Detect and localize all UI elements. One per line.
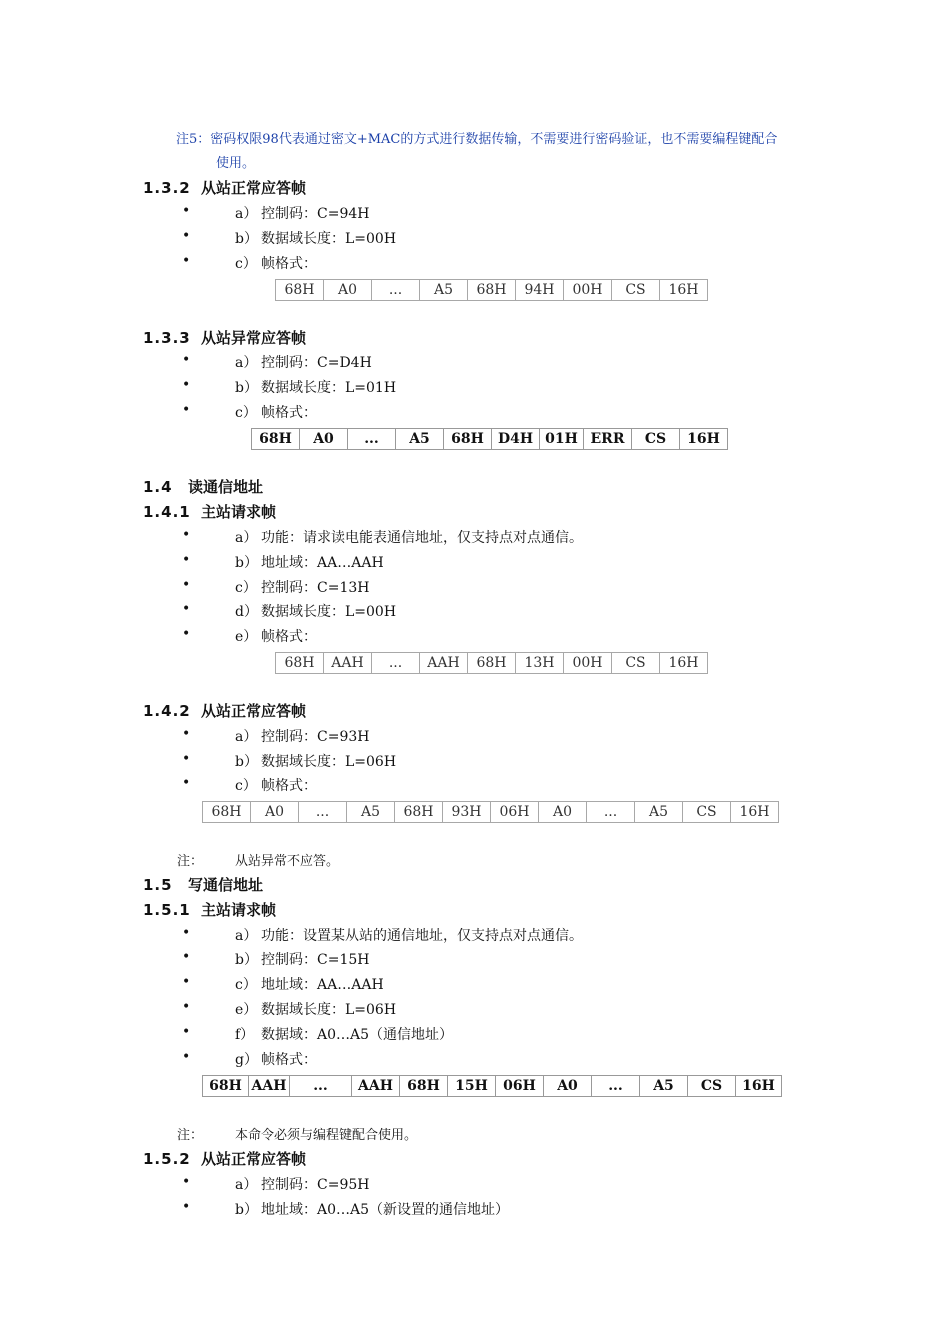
section-title: 主站请求帧 — [201, 901, 277, 919]
item-text: 地址域：A0…A5（新设置的通信地址） — [261, 1202, 510, 1218]
frame-cell: 68H — [276, 653, 324, 674]
bullet-icon: • — [182, 377, 191, 393]
bullet-icon: • — [182, 577, 191, 593]
note-5-line-2: 使用。 — [216, 156, 256, 171]
note — [177, 850, 340, 869]
item-text: 控制码：C=15H — [261, 952, 370, 968]
frame-cell: 93H — [443, 802, 491, 823]
bullet-icon: • — [182, 552, 191, 568]
section-number: 1.5 — [143, 876, 173, 894]
frame-cell: AAH — [352, 1076, 400, 1097]
section-number: 1.4.2 — [143, 702, 191, 720]
item-label: b） — [235, 1202, 258, 1218]
heading-1-3-3 — [143, 327, 306, 348]
frame-cell: A0 — [251, 802, 299, 823]
item-label: d） — [235, 604, 258, 620]
section-title: 从站正常应答帧 — [201, 702, 307, 720]
heading-1-5-1 — [143, 899, 276, 920]
bullet-icon: • — [182, 999, 191, 1015]
bullet-icon: • — [182, 949, 191, 965]
heading-1-3-2 — [143, 177, 306, 198]
frame-cell: 68H — [203, 1076, 249, 1097]
bullet-icon: • — [182, 601, 191, 617]
frame-cell: A5 — [420, 280, 468, 301]
bullet-icon: • — [182, 1049, 191, 1065]
frame-cell: 68H — [203, 802, 251, 823]
section-number: 1.5.2 — [143, 1150, 191, 1168]
item-text: 数据域长度：L=00H — [261, 231, 397, 247]
frame-cell: 00H — [564, 280, 612, 301]
bullet-icon: • — [182, 751, 191, 767]
frame-format-table — [202, 801, 779, 823]
frame-cell: A5 — [635, 802, 683, 823]
frame-format-table — [251, 428, 728, 450]
frame-cell: AAH — [420, 653, 468, 674]
frame-cell: A5 — [347, 802, 395, 823]
frame-cell: 16H — [731, 802, 779, 823]
bullet-icon: • — [182, 352, 191, 368]
frame-cell: 68H — [252, 429, 300, 450]
frame-cell: 16H — [680, 429, 728, 450]
item-label: a） — [235, 206, 258, 222]
item-label: c） — [235, 580, 257, 596]
heading-1-4-2 — [143, 700, 306, 721]
item-label: a） — [235, 928, 258, 944]
item-text: 地址域：AA…AAH — [261, 555, 384, 571]
bullet-icon: • — [182, 527, 191, 543]
frame-cell: 68H — [276, 280, 324, 301]
bullet-icon: • — [182, 775, 191, 791]
item-text: 功能：请求读电能表通信地址，仅支持点对点通信。 — [261, 530, 583, 546]
frame-cell: 16H — [736, 1076, 782, 1097]
heading-1-5 — [143, 874, 263, 895]
section-number: 1.4 — [143, 478, 173, 496]
frame-cell: A0 — [539, 802, 587, 823]
note-text: 本命令必须与编程键配合使用。 — [235, 1128, 418, 1143]
item-text: 控制码：C=D4H — [261, 355, 372, 371]
frame-cell: D4H — [492, 429, 540, 450]
item-label: c） — [235, 778, 257, 794]
frame-cell: ... — [372, 653, 420, 674]
item-text: 帧格式： — [261, 256, 317, 272]
item-text: 数据域长度：L=01H — [261, 380, 397, 396]
frame-cell: ... — [587, 802, 635, 823]
frame-cell: ... — [372, 280, 420, 301]
section-title: 读通信地址 — [188, 478, 264, 496]
section-title: 从站正常应答帧 — [201, 1150, 307, 1168]
item-text: 数据域：A0…A5（通信地址） — [261, 1027, 454, 1043]
frame-cell: A5 — [396, 429, 444, 450]
item-label: a） — [235, 355, 258, 371]
frame-cell: 01H — [540, 429, 584, 450]
heading-1-4 — [143, 476, 263, 497]
section-number: 1.5.1 — [143, 901, 191, 919]
frame-cell: CS — [683, 802, 731, 823]
frame-cell: 68H — [400, 1076, 448, 1097]
frame-cell: 06H — [496, 1076, 544, 1097]
item-label: a） — [235, 530, 258, 546]
frame-cell: 06H — [491, 802, 539, 823]
frame-cell: ERR — [584, 429, 632, 450]
bullet-icon: • — [182, 203, 191, 219]
item-text: 数据域长度：L=00H — [261, 604, 397, 620]
heading-1-4-1 — [143, 501, 276, 522]
item-label: b） — [235, 754, 258, 770]
item-text: 控制码：C=93H — [261, 729, 370, 745]
item-text: 地址域：AA…AAH — [261, 977, 384, 993]
heading-1-5-2 — [143, 1148, 306, 1169]
bullet-icon: • — [182, 626, 191, 642]
frame-cell: CS — [688, 1076, 736, 1097]
item-label: c） — [235, 977, 257, 993]
note-label: 注： — [177, 1128, 204, 1143]
frame-cell: A0 — [544, 1076, 592, 1097]
frame-cell: ... — [299, 802, 347, 823]
frame-cell: 16H — [660, 280, 708, 301]
item-label: a） — [235, 1177, 258, 1193]
frame-cell: 68H — [444, 429, 492, 450]
bullet-icon: • — [182, 253, 191, 269]
item-label: a） — [235, 729, 258, 745]
frame-cell: A0 — [300, 429, 348, 450]
frame-cell: A0 — [324, 280, 372, 301]
item-label: e） — [235, 629, 258, 645]
note-5-line-1: 注5：密码权限98代表通过密文+MAC的方式进行数据传输，不需要进行密码验证，也不需要编程键配合 — [176, 132, 778, 147]
section-title: 从站异常应答帧 — [201, 329, 307, 347]
item-text: 帧格式： — [261, 405, 317, 421]
frame-cell: AAH — [249, 1076, 290, 1097]
section-title: 主站请求帧 — [201, 503, 277, 521]
frame-cell: 00H — [564, 653, 612, 674]
frame-cell: AAH — [324, 653, 372, 674]
item-label: b） — [235, 380, 258, 396]
item-label: b） — [235, 231, 258, 247]
frame-cell: 68H — [395, 802, 443, 823]
item-text: 功能：设置某从站的通信地址，仅支持点对点通信。 — [261, 928, 583, 944]
bullet-icon: • — [182, 1199, 191, 1215]
item-text: 控制码：C=94H — [261, 206, 370, 222]
note — [177, 1124, 418, 1143]
item-text: 控制码：C=95H — [261, 1177, 370, 1193]
frame-cell: ... — [348, 429, 396, 450]
frame-cell: ... — [592, 1076, 640, 1097]
item-text: 控制码：C=13H — [261, 580, 370, 596]
frame-format-table — [202, 1075, 782, 1097]
item-label: g） — [235, 1052, 258, 1068]
bullet-icon: • — [182, 228, 191, 244]
frame-cell: CS — [632, 429, 680, 450]
frame-cell: 68H — [468, 280, 516, 301]
bullet-icon: • — [182, 1024, 191, 1040]
item-text: 帧格式： — [261, 629, 317, 645]
frame-cell: 13H — [516, 653, 564, 674]
frame-format-table — [275, 652, 708, 674]
frame-cell: 16H — [660, 653, 708, 674]
bullet-icon: • — [182, 726, 191, 742]
section-number: 1.3.2 — [143, 179, 191, 197]
item-text: 数据域长度：L=06H — [261, 754, 397, 770]
frame-cell: CS — [612, 653, 660, 674]
bullet-icon: • — [182, 925, 191, 941]
frame-cell: CS — [612, 280, 660, 301]
section-number: 1.3.3 — [143, 329, 191, 347]
item-text: 数据域长度：L=06H — [261, 1002, 397, 1018]
bullet-icon: • — [182, 402, 191, 418]
section-number: 1.4.1 — [143, 503, 191, 521]
item-label: f） — [235, 1027, 255, 1043]
frame-cell: A5 — [640, 1076, 688, 1097]
frame-format-table — [275, 279, 708, 301]
section-title: 从站正常应答帧 — [201, 179, 307, 197]
item-label: b） — [235, 952, 258, 968]
item-text: 帧格式： — [261, 1052, 317, 1068]
item-label: c） — [235, 405, 257, 421]
item-label: c） — [235, 256, 257, 272]
item-label: e） — [235, 1002, 258, 1018]
frame-cell: 15H — [448, 1076, 496, 1097]
item-text: 帧格式： — [261, 778, 317, 794]
frame-cell: ... — [290, 1076, 352, 1097]
bullet-icon: • — [182, 974, 191, 990]
bullet-icon: • — [182, 1174, 191, 1190]
frame-cell: 68H — [468, 653, 516, 674]
note-label: 注： — [177, 854, 204, 869]
note-text: 从站异常不应答。 — [235, 854, 340, 869]
section-title: 写通信地址 — [188, 876, 264, 894]
item-label: b） — [235, 555, 258, 571]
frame-cell: 94H — [516, 280, 564, 301]
